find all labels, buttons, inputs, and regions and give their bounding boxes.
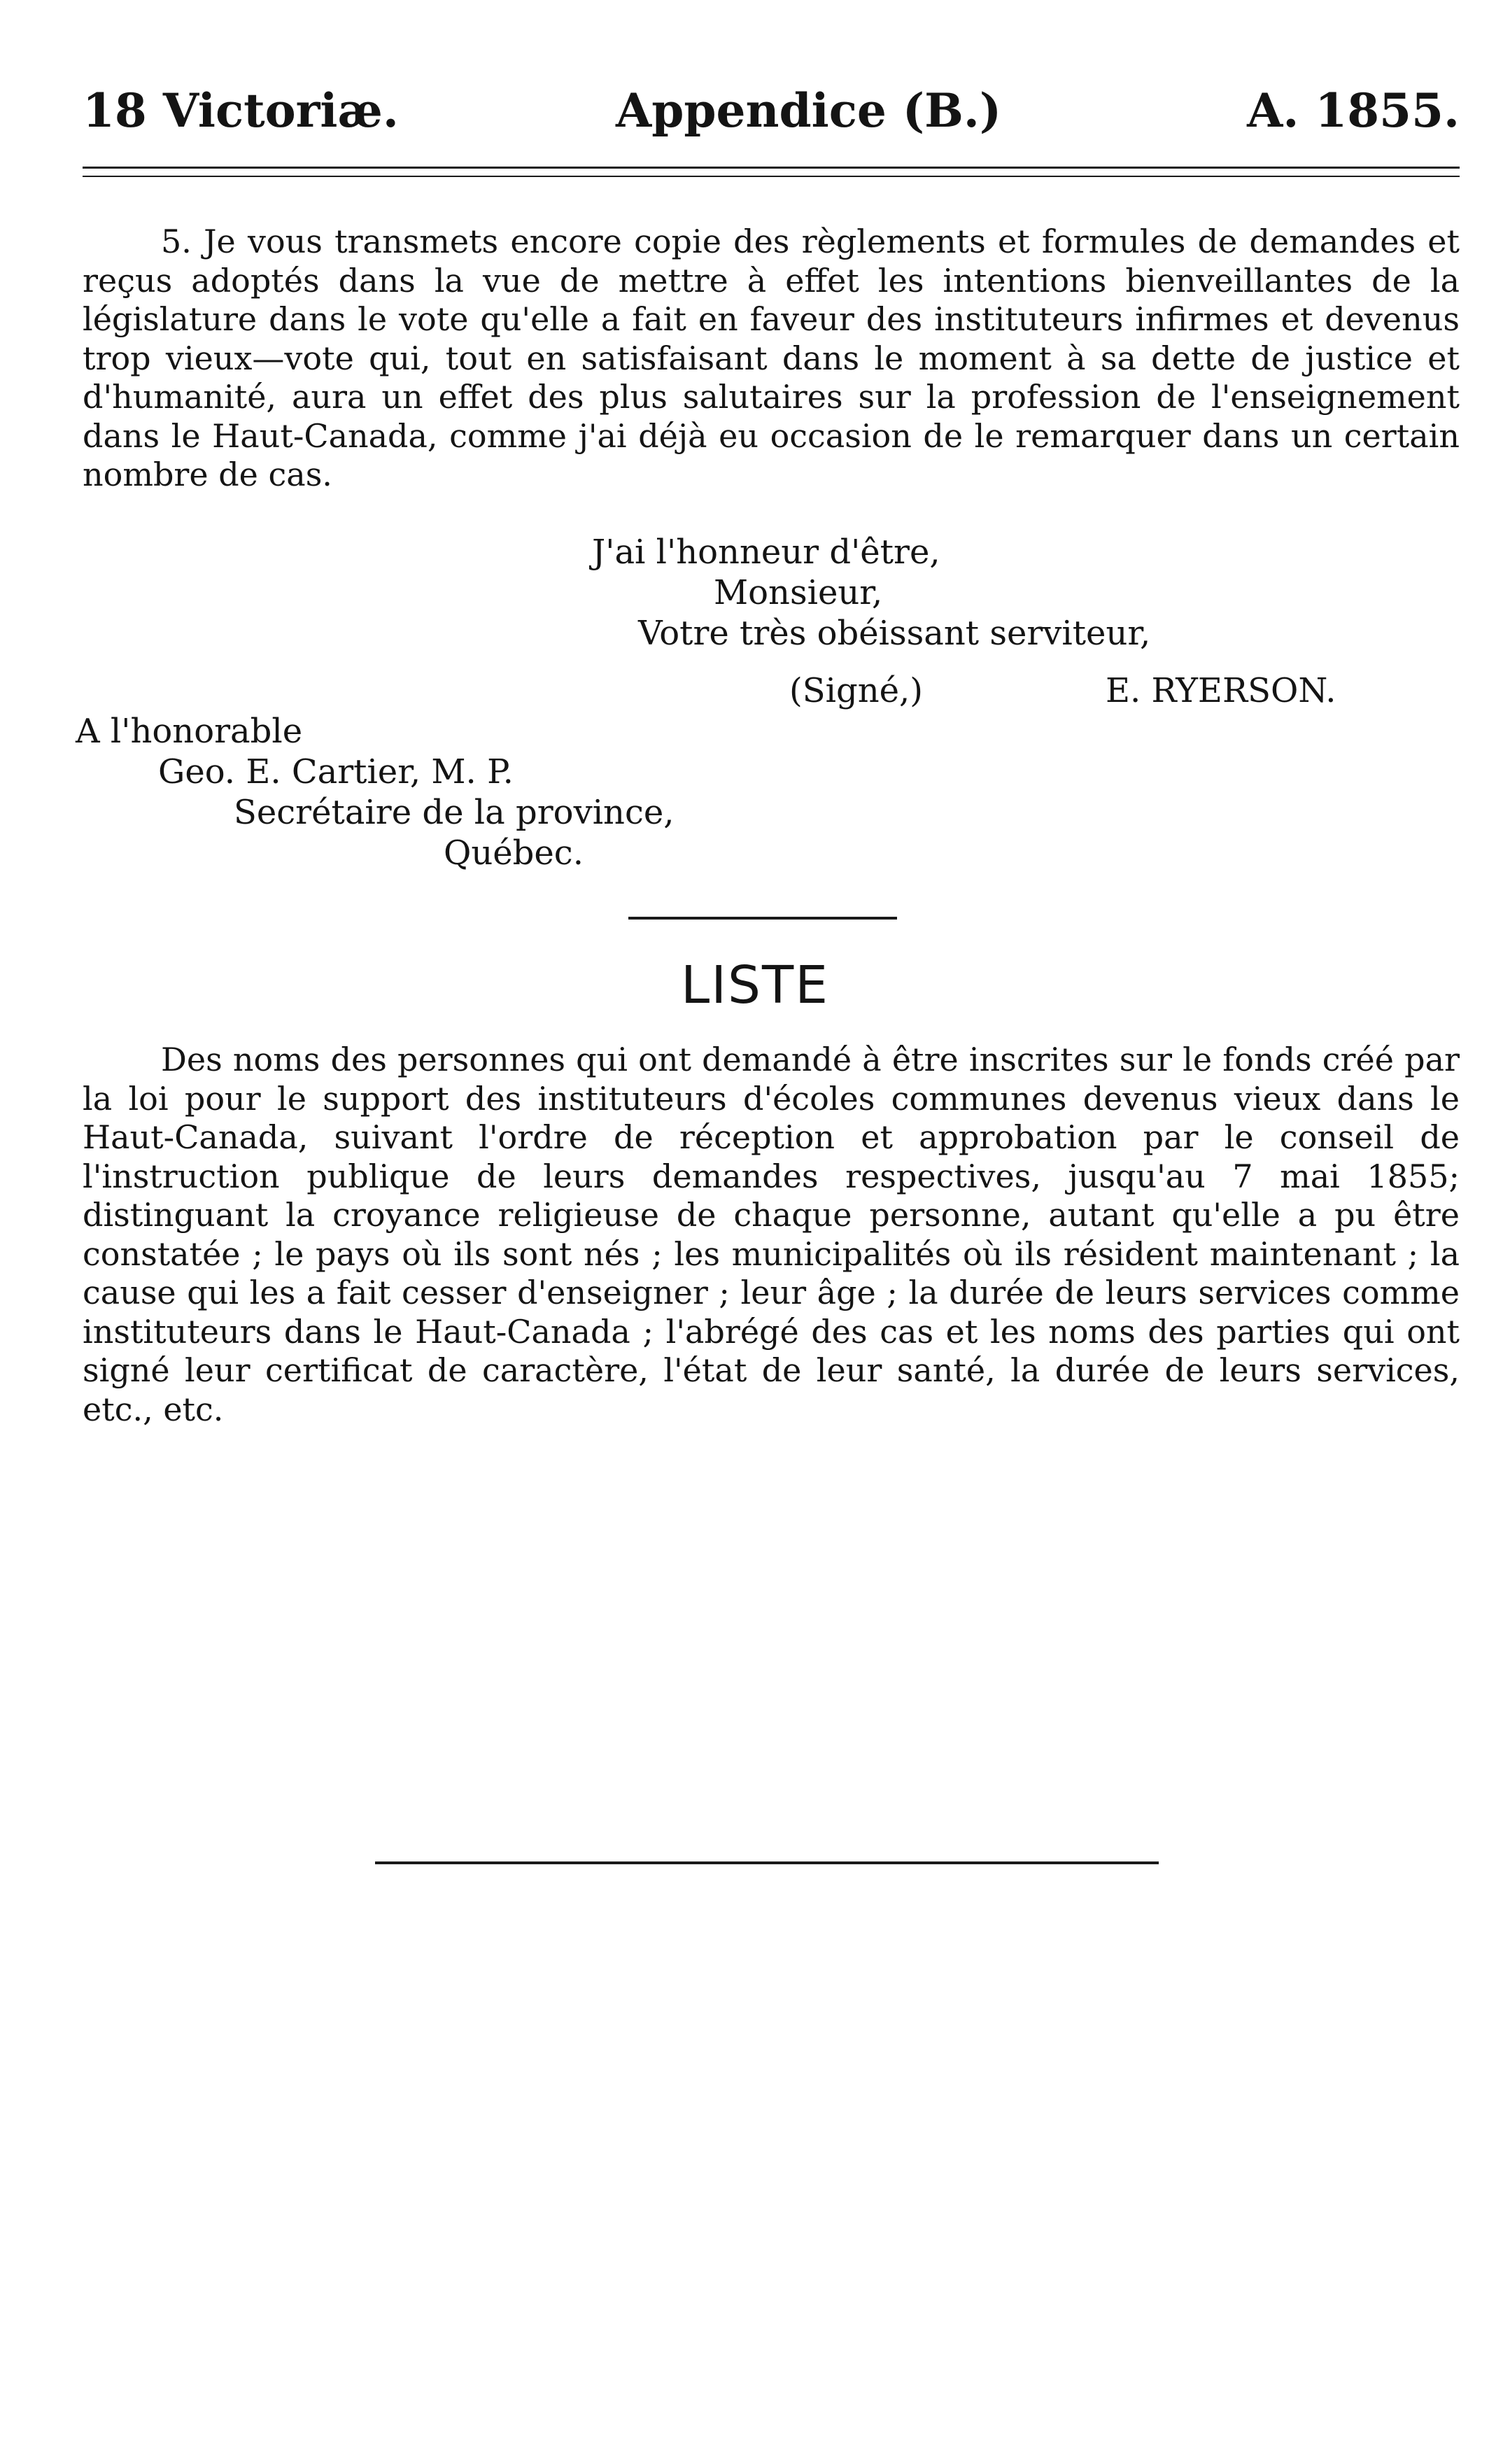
header-year: A. 1855. bbox=[1247, 83, 1460, 138]
liste-description-text: Des noms des personnes qui ont demandé à être inscrites sur le fonds créé par la loi pour le support des instituteurs d'écoles communes devenus vieux dans le Haut-Canada, suivant l'ordre de réception et approbation par le conseil de l'instruction publique de leurs demandes respectives, jusqu'au 7 mai 1855; distinguant la croyance religieuse de chaque personne, autant qu'elle a pu être constatée ; le pays où ils sont nés ; les municipalités où ils résident maintenant ; la cause qui les a fait cesser d'enseigner ; leur âge ; la durée de leurs services comme instituteurs dans le Haut-Canada ; l'abrégé des cas et les noms des parties qui ont signé leur certificat de caractère, l'état de leur santé, la durée de leurs services, etc., etc. bbox=[83, 1041, 1460, 1428]
address-line-3: Secrétaire de la province, bbox=[234, 793, 675, 832]
address-line-4: Québec. bbox=[444, 833, 584, 873]
page-header bbox=[83, 76, 1460, 146]
letter-paragraph-text: 5. Je vous transmets encore copie des règlements et formules de demandes et reçus adoptés dans la vue de mettre à effet les intentions bienveillantes de la législature dans le vote qu'elle a fait en faveur des instituteurs infirmes et devenus trop vieux—vote qui, tout en satisfaisant dans le moment à sa dette de justice et d'humanité, aura un effet des plus salutaires sur la profession de l'enseignement dans le Haut-Canada, comme j'ai déjà eu occasion de le remarquer dans un certain nombre de cas. bbox=[83, 223, 1460, 493]
closing-line-1: J'ai l'honneur d'être, bbox=[592, 533, 940, 572]
section-divider bbox=[628, 917, 897, 920]
closing-line-2: Monsieur, bbox=[714, 573, 883, 612]
signature: E. RYERSON. bbox=[1106, 671, 1336, 710]
signed-label: (Signé,) bbox=[789, 671, 923, 710]
bottom-rule bbox=[375, 1861, 1159, 1864]
header-appendix: Appendice (B.) bbox=[616, 83, 1002, 138]
address-line-1: A l'honorable bbox=[76, 712, 303, 751]
header-session: 18 Victoriæ. bbox=[83, 83, 399, 138]
address-line-2: Geo. E. Cartier, M. P. bbox=[158, 752, 514, 791]
liste-title: LISTE bbox=[681, 955, 829, 1015]
liste-description bbox=[83, 1041, 1460, 1429]
header-double-rule bbox=[83, 167, 1460, 177]
closing-line-3: Votre très obéissant serviteur, bbox=[638, 614, 1151, 653]
letter-paragraph bbox=[83, 223, 1460, 495]
